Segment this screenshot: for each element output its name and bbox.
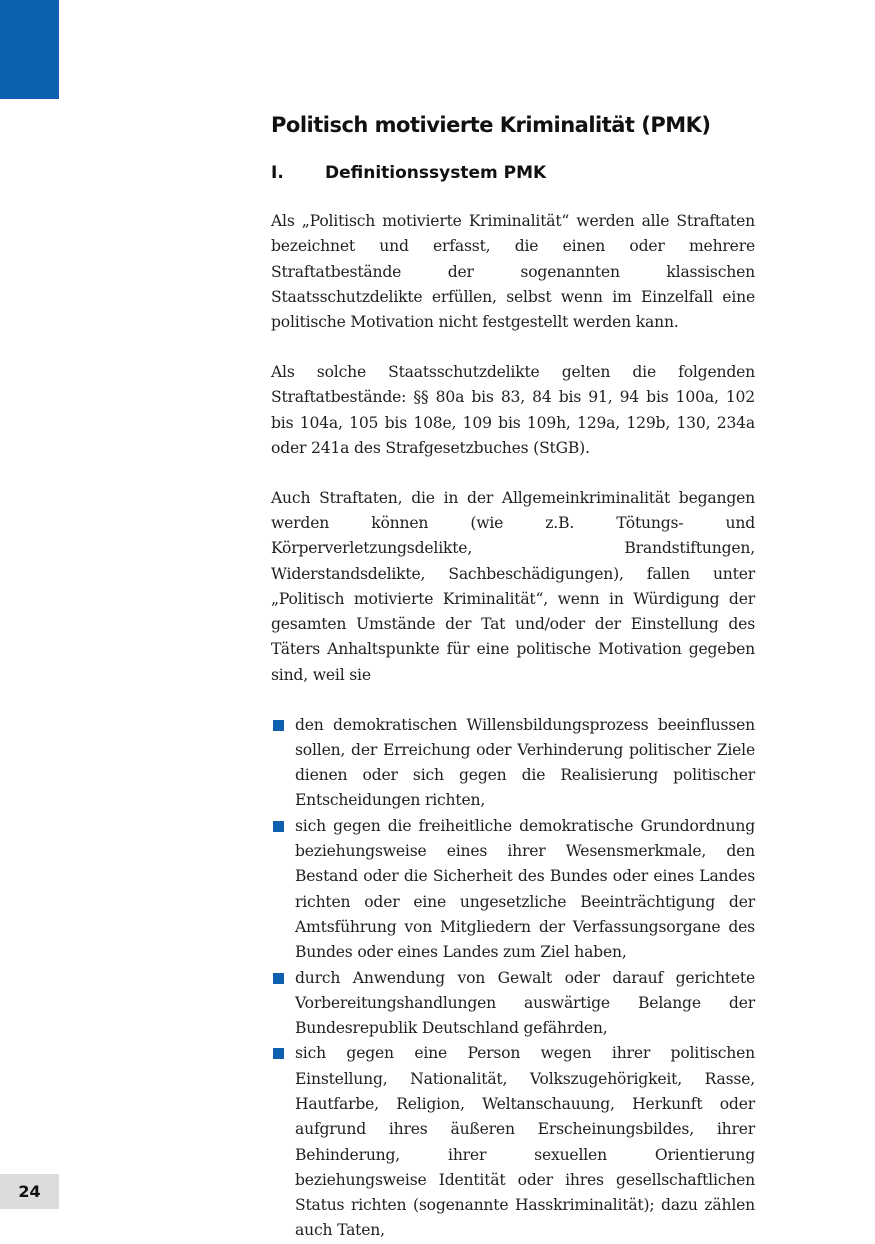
list-item-text: durch Anwendung von Gewalt oder darauf gerichtete Vorbereitungshandlungen auswärtige Belange der Bundesrepublik Deutschland gefährden,: [295, 968, 755, 1038]
page-title: Politisch motivierte Kriminalität (PMK): [271, 113, 711, 137]
section-title: Definitionssystem PMK: [325, 163, 547, 183]
square-bullet-icon: [273, 1048, 284, 1059]
list-item: [271, 713, 755, 814]
page-number: 24: [0, 1174, 59, 1209]
list-item-text: sich gegen die freiheitliche demokratische Grundordnung beziehungsweise eines ihrer Wesensmerkmale, den Bestand oder die Sicherheit des Bundes oder eines Landes richten oder eine ungesetzliche Beeinträchtigung der Amtsführung von Mitgliedern der Verfassungsorgane des Bundes oder eines Landes zum Ziel haben,: [295, 816, 755, 962]
list-item: [271, 1041, 755, 1243]
list-item: [271, 966, 755, 1042]
section-number: I.: [271, 163, 284, 183]
section-heading: [271, 161, 755, 185]
list-item: [271, 814, 755, 966]
paragraph-staatsschutzdelikte: Als solche Staatsschutzdelikte gelten die folgenden Straftatbestände: §§ 80a bis 83, 84 bis 91, 94 bis 100a, 102 bis 104a, 105 bis 108e, 109 bis 109h, 129a, 129b, 130, 234a oder 241a des Strafgesetzbuches (StGB).: [271, 362, 755, 457]
main-content: [271, 110, 755, 1244]
list-item-text: sich gegen eine Person wegen ihrer politischen Einstellung, Nationalität, Volkszugehörigkeit, Rasse, Hautfarbe, Religion, Weltanschauung, Herkunft oder aufgrund ihres äußeren Erscheinungsbildes, ihrer Behinderung, ihrer sexuellen Orientierung beziehungsweise Identität oder ihres gesellschaftlichen Status richten (sogenannte Hasskriminalität); dazu zählen auch Taten,: [295, 1044, 755, 1240]
square-bullet-icon: [273, 720, 284, 731]
blue-corner-tab: [0, 0, 59, 99]
criteria-list: [271, 713, 755, 1244]
list-item-text: den demokratischen Willensbildungsprozess beeinflussen sollen, der Erreichung oder Verhinderung politischer Ziele dienen oder sich gegen die Realisierung politischer Entscheidungen richten,: [295, 715, 755, 810]
square-bullet-icon: [273, 821, 284, 832]
square-bullet-icon: [273, 973, 284, 984]
paragraph-allgemeinkriminalitaet: Auch Straftaten, die in der Allgemeinkriminalität begangen werden können (wie z.B. Tötungs- und Körperverletzungsdelikte, Brandstiftungen, Widerstandsdelikte, Sachbeschädigungen), fallen unter „Politisch motivierte Kriminalität“, wenn in Würdigung der gesamten Umstände der Tat und/oder der Einstellung des Täters Anhaltspunkte für eine politische Motivation gegeben sind, weil sie: [271, 488, 755, 684]
paragraph-definition: Als „Politisch motivierte Kriminalität“ werden alle Straftaten bezeichnet und erfasst, die einen oder mehrere Straftatbestände der sogenannten klassischen Staatsschutzdelikte erfüllen, selbst wenn im Einzelfall eine politische Motivation nicht festgestellt werden kann.: [271, 212, 755, 332]
